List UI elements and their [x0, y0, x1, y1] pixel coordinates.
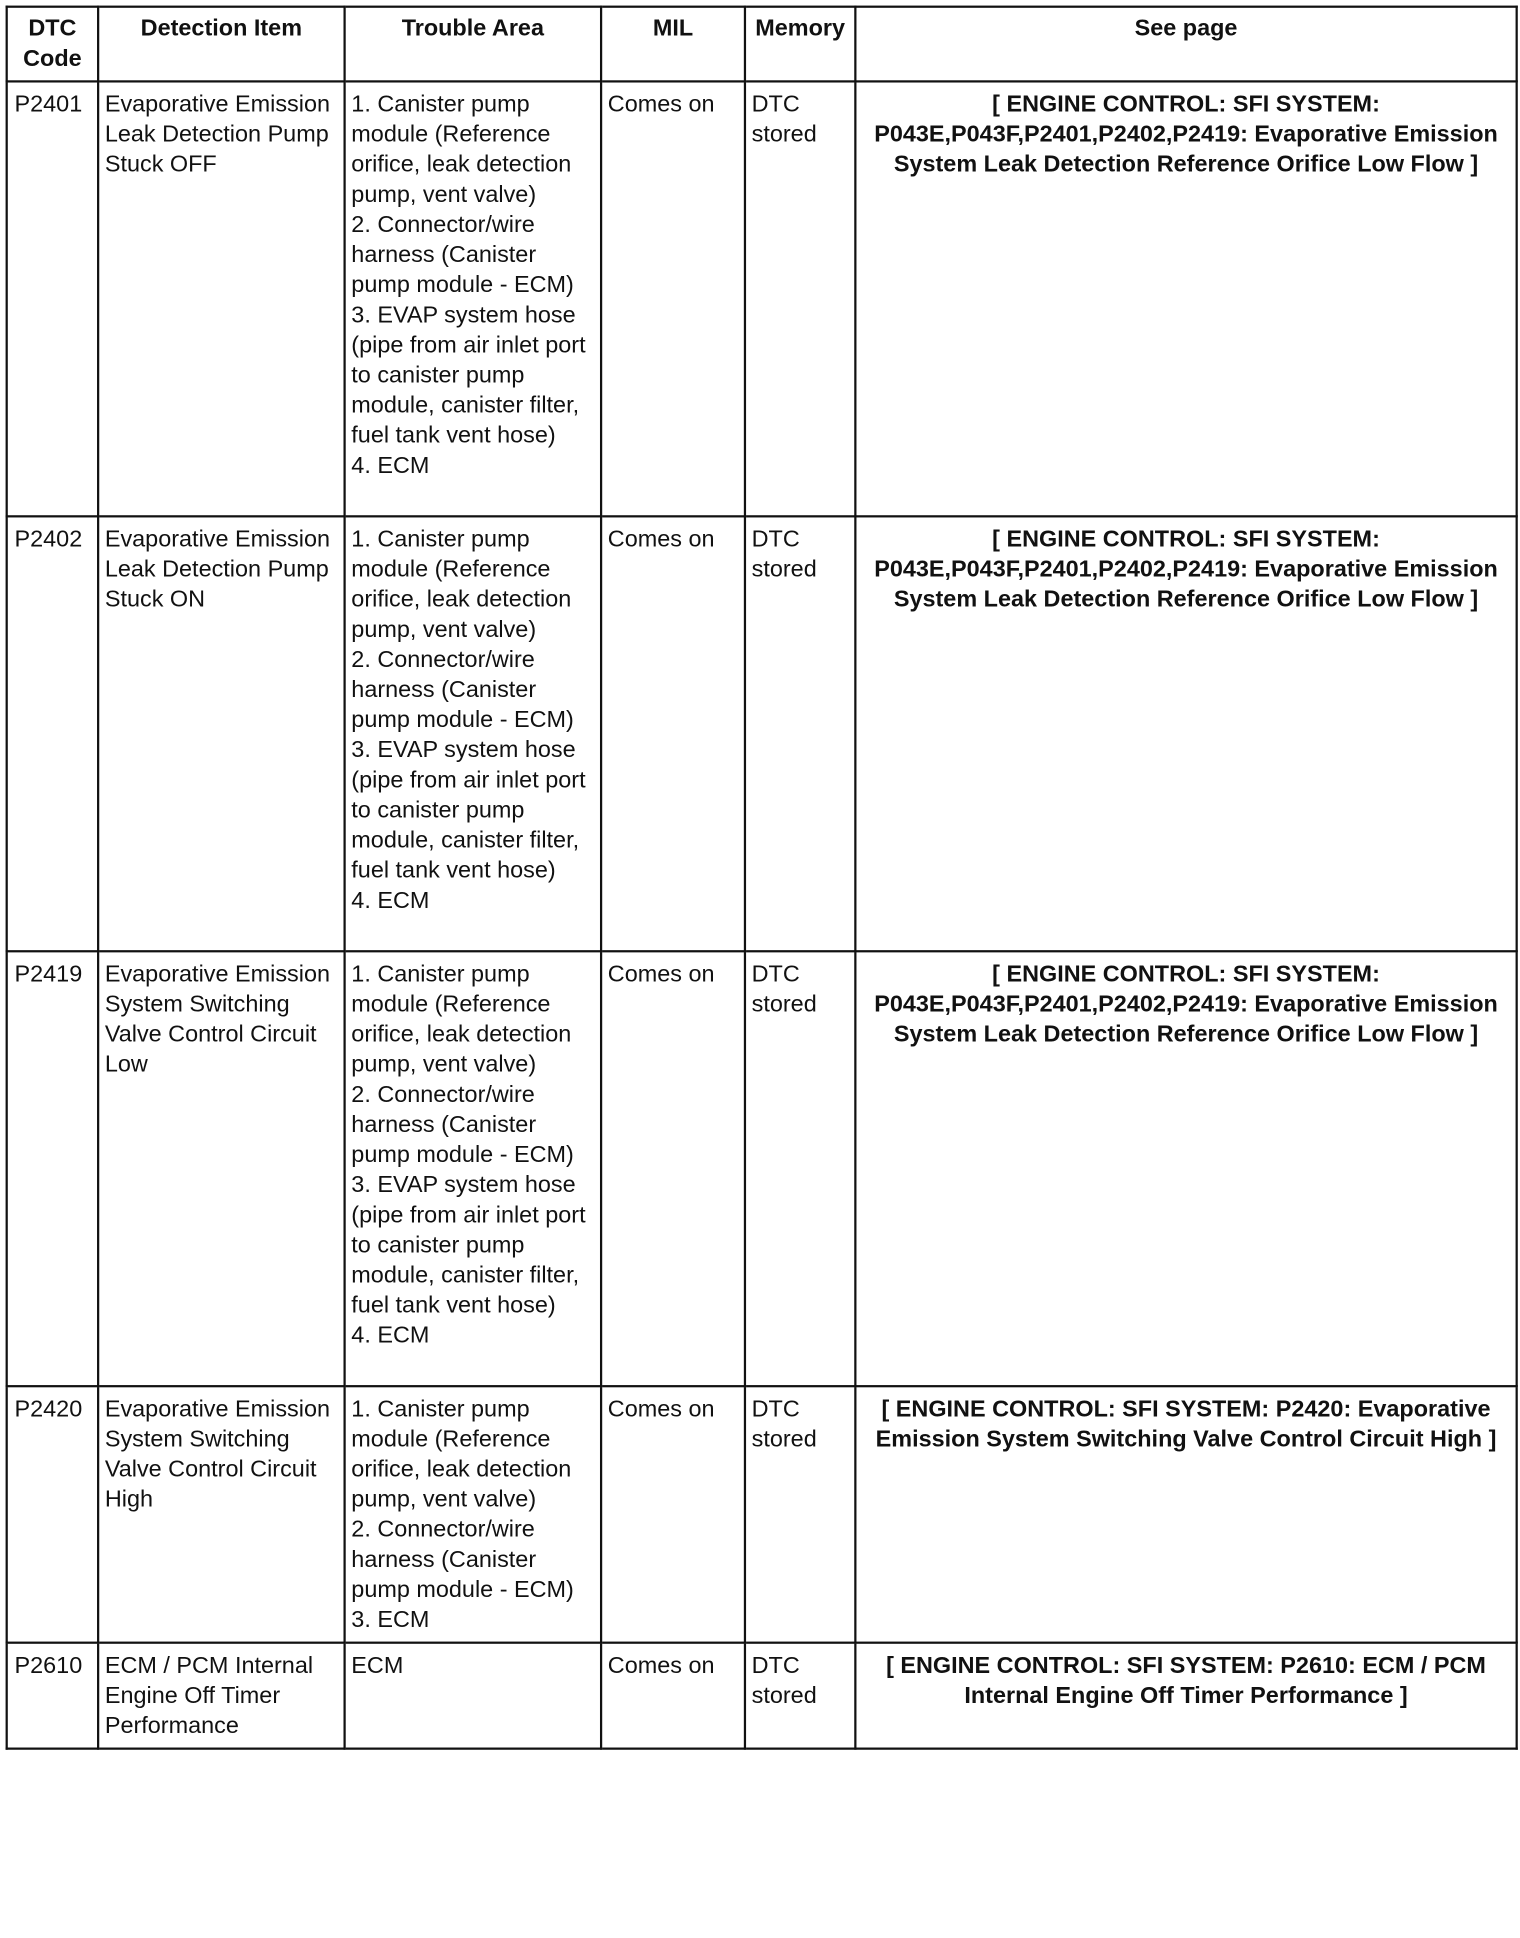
header-detection-item: Detection Item [98, 7, 344, 82]
trouble-area-item: 1. Canister pump module (Reference orifice, leak detection pump, vent valve) [351, 91, 572, 208]
trouble-area-item: 3. EVAP system hose (pipe from air inlet port to canister pump module, canister filter, fuel tank vent hose) [351, 1172, 586, 1319]
table-body [7, 81, 1517, 1748]
trouble-area-item: 2. Connector/wire harness (Canister pump module - ECM) [351, 1081, 574, 1168]
header-memory: Memory [745, 7, 855, 82]
header-row [7, 7, 1517, 82]
see-page-link[interactable]: [ ENGINE CONTROL: SFI SYSTEM: P043E,P043F,P2401,P2402,P2419: Evaporative Emission System Leak Detection Reference Orifice Low Flow ] [855, 516, 1516, 951]
detection-item-cell: Evaporative Emission System Switching Valve Control Circuit Low [98, 951, 344, 1386]
memory-cell: DTC stored [745, 1643, 855, 1749]
trouble-area-cell [345, 1643, 601, 1749]
trouble-area-item: 3. EVAP system hose (pipe from air inlet port to canister pump module, canister filter, fuel tank vent hose) [351, 302, 586, 449]
detection-item-cell: Evaporative Emission System Switching Valve Control Circuit High [98, 1386, 344, 1642]
trouble-area-item: 3. ECM [351, 1607, 430, 1633]
header-dtc-code [7, 7, 98, 82]
trouble-area-item: 1. Canister pump module (Reference orifice, leak detection pump, vent valve) [351, 1396, 572, 1513]
see-page-link[interactable]: [ ENGINE CONTROL: SFI SYSTEM: P2420: Evaporative Emission System Switching Valve Control Circuit High ] [855, 1386, 1516, 1642]
trouble-area-item: ECM [351, 1652, 404, 1679]
trouble-area-item: 2. Connector/wire harness (Canister pump module - ECM) [351, 646, 574, 733]
trouble-area-item: 3. EVAP system hose (pipe from air inlet port to canister pump module, canister filter, fuel tank vent hose) [351, 737, 586, 884]
table-row [7, 951, 1517, 1386]
memory-cell: DTC stored [745, 516, 855, 951]
dtc-code-cell: P2420 [7, 1386, 98, 1642]
detection-item-cell: Evaporative Emission Leak Detection Pump Stuck ON [98, 516, 344, 951]
mil-cell: Comes on [601, 1386, 745, 1642]
table-row [7, 81, 1517, 516]
trouble-area-item: 1. Canister pump module (Reference orifice, leak detection pump, vent valve) [351, 526, 572, 643]
trouble-area-item: 4. ECM [351, 887, 430, 914]
detection-item-cell: ECM / PCM Internal Engine Off Timer Performance [98, 1643, 344, 1749]
memory-cell: DTC stored [745, 951, 855, 1386]
table-row [7, 516, 1517, 951]
header-see-page: See page [855, 7, 1516, 82]
memory-cell: DTC stored [745, 81, 855, 516]
mil-cell: Comes on [601, 81, 745, 516]
trouble-area-item: 4. ECM [351, 1322, 430, 1349]
mil-cell: Comes on [601, 951, 745, 1386]
dtc-code-cell: P2401 [7, 81, 98, 516]
header-mil: MIL [601, 7, 745, 82]
trouble-area-item: 4. ECM [351, 452, 430, 479]
detection-item-cell: Evaporative Emission Leak Detection Pump Stuck OFF [98, 81, 344, 516]
table-header [7, 7, 1517, 82]
trouble-area-cell [345, 951, 601, 1386]
trouble-area-item: 1. Canister pump module (Reference orifice, leak detection pump, vent valve) [351, 961, 572, 1078]
mil-cell: Comes on [601, 1643, 745, 1749]
dtc-code-cell: P2419 [7, 951, 98, 1386]
see-page-link[interactable]: [ ENGINE CONTROL: SFI SYSTEM: P043E,P043F,P2401,P2402,P2419: Evaporative Emission System Leak Detection Reference Orifice Low Flow ] [855, 951, 1516, 1386]
trouble-area-cell [345, 516, 601, 951]
dtc-code-cell: P2402 [7, 516, 98, 951]
mil-cell: Comes on [601, 516, 745, 951]
table-row [7, 1386, 1517, 1642]
see-page-link[interactable]: [ ENGINE CONTROL: SFI SYSTEM: P2610: ECM / PCM Internal Engine Off Timer Performance ] [855, 1643, 1516, 1749]
header-dtc-code-line-2: Code [23, 45, 82, 72]
trouble-area-cell [345, 1386, 601, 1642]
trouble-area-item: 2. Connector/wire harness (Canister pump module - ECM) [351, 1516, 574, 1603]
trouble-area-item: 2. Connector/wire harness (Canister pump module - ECM) [351, 211, 574, 298]
header-dtc-code-line-1: DTC [28, 15, 77, 42]
memory-cell: DTC stored [745, 1386, 855, 1642]
dtc-code-cell: P2610 [7, 1643, 98, 1749]
table-row [7, 1643, 1517, 1749]
see-page-link[interactable]: [ ENGINE CONTROL: SFI SYSTEM: P043E,P043F,P2401,P2402,P2419: Evaporative Emission System Leak Detection Reference Orifice Low Flow ] [855, 81, 1516, 516]
header-trouble-area: Trouble Area [345, 7, 601, 82]
trouble-area-cell [345, 81, 601, 516]
dtc-table [6, 6, 1518, 1750]
